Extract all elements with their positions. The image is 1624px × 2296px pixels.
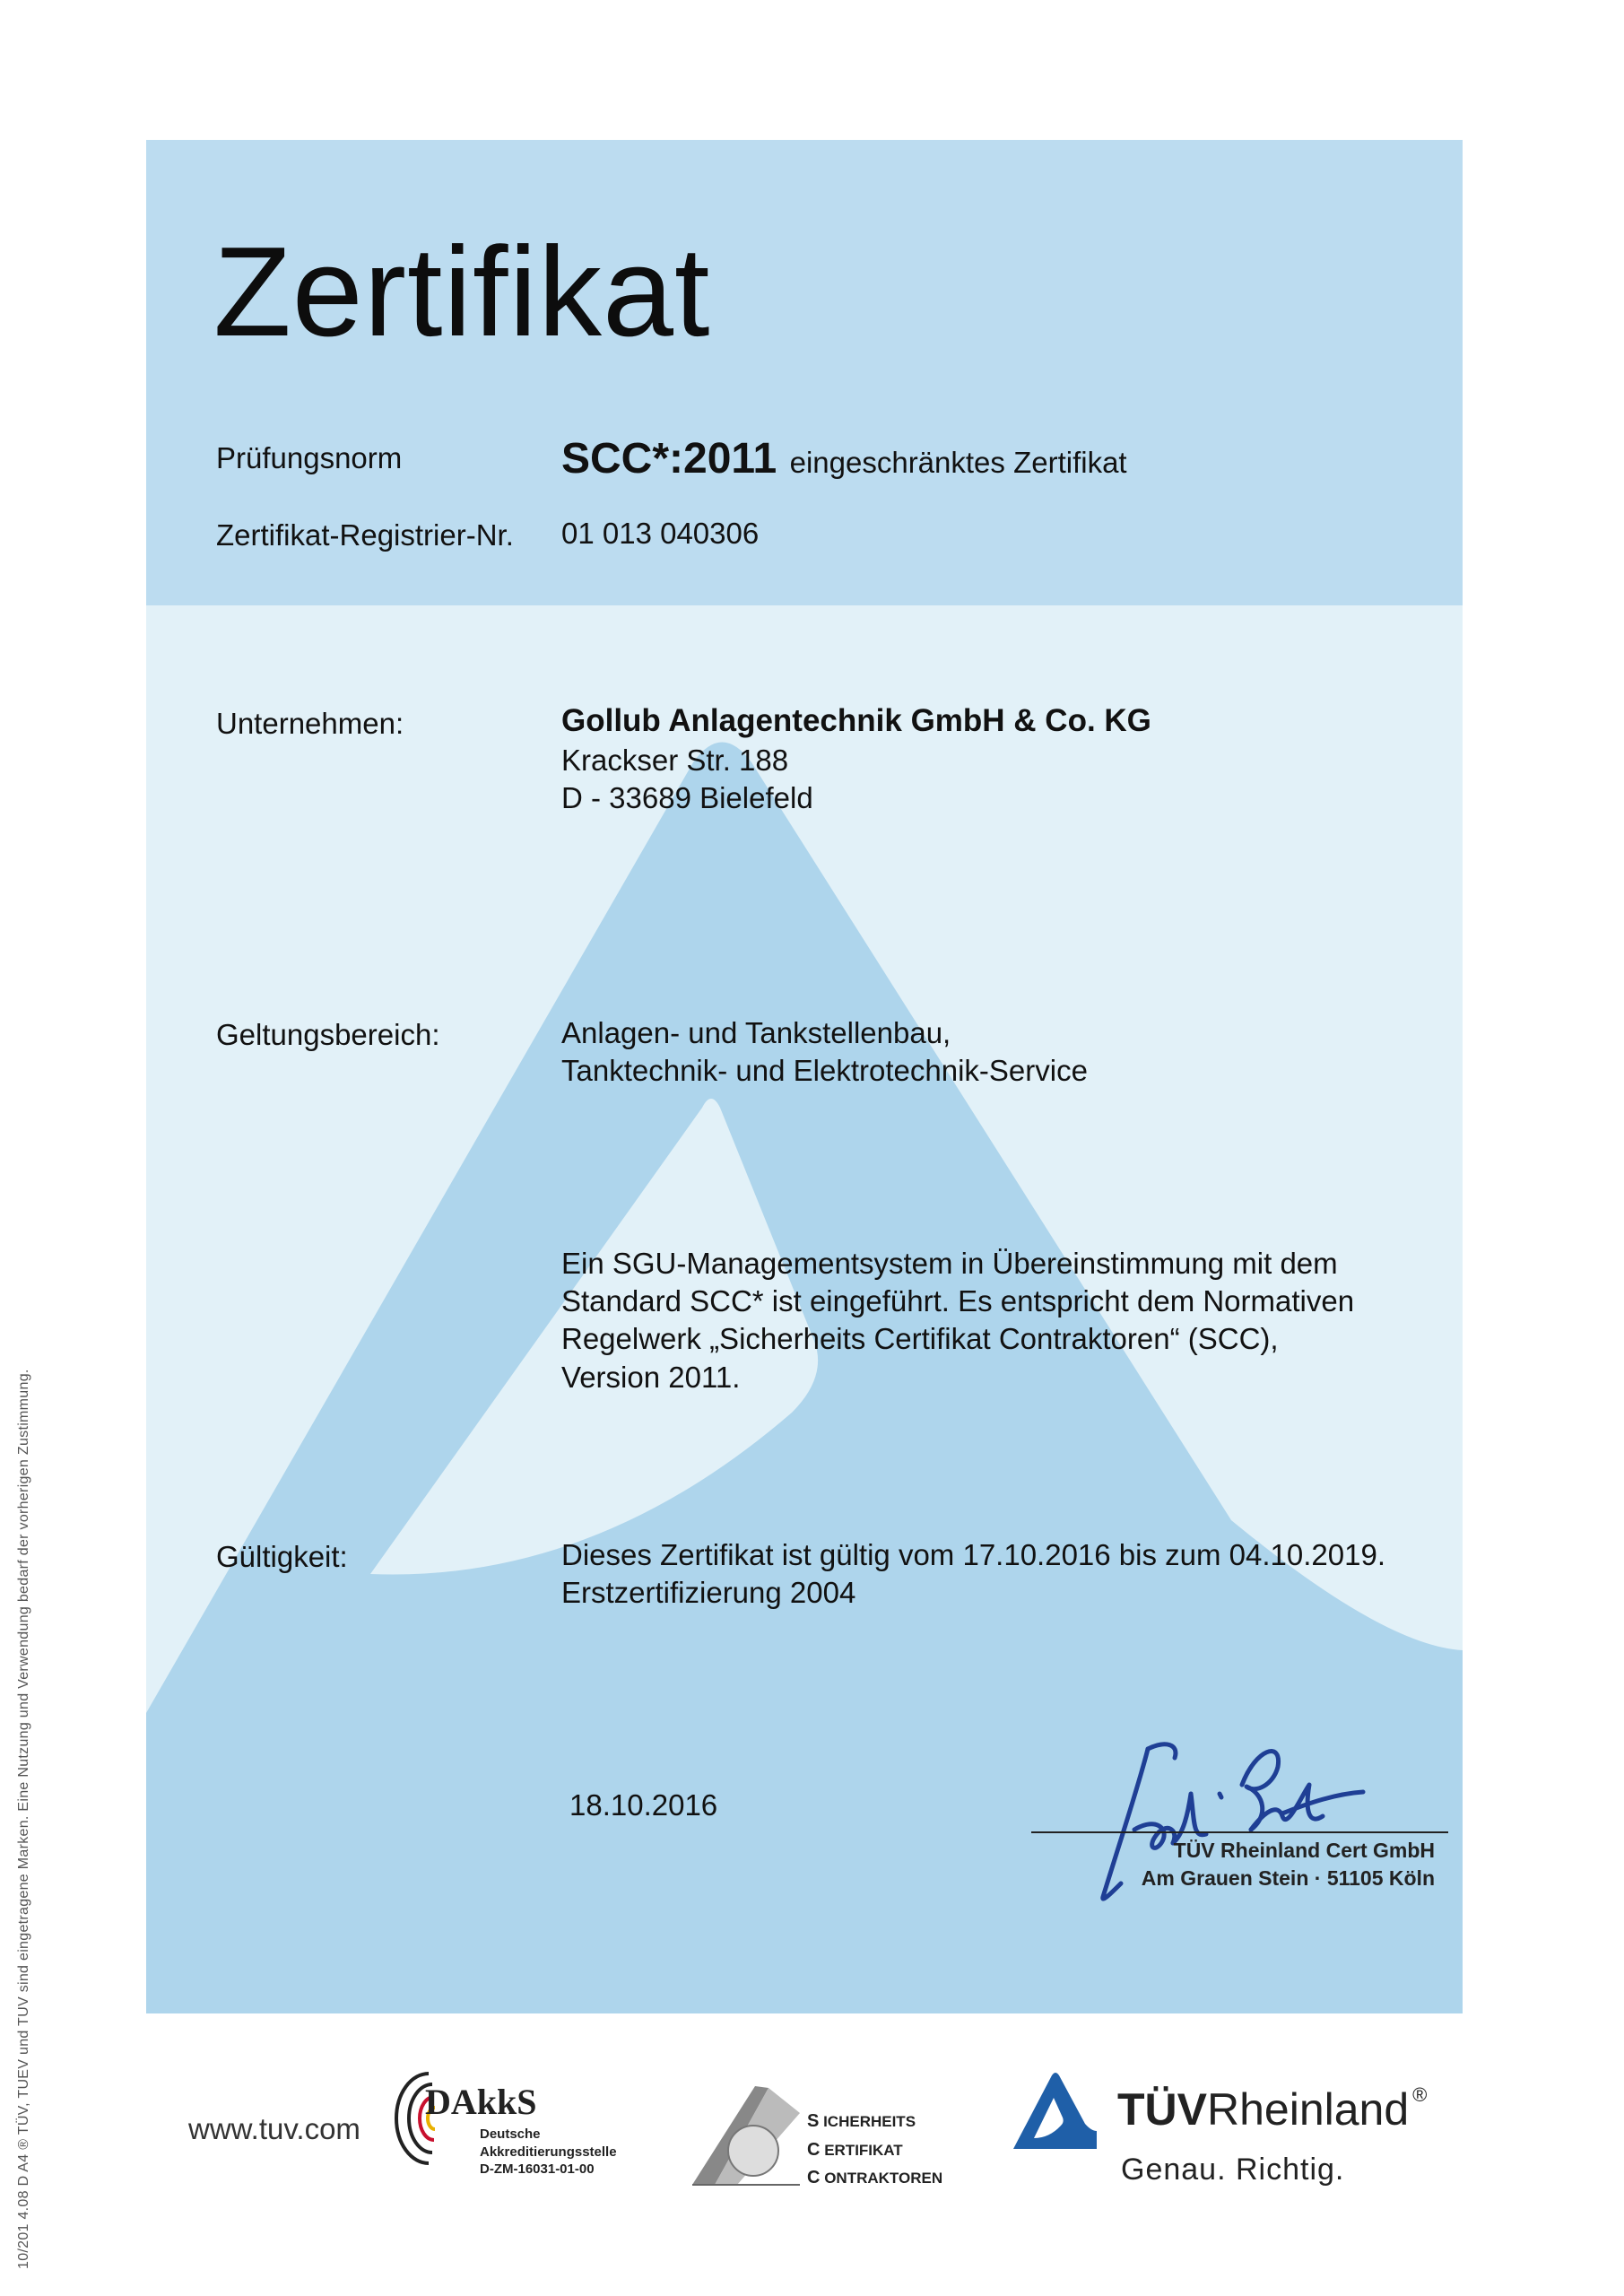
- issue-date: 18.10.2016: [569, 1788, 718, 1822]
- scc-rest: ERTIFIKAT: [824, 2141, 903, 2159]
- tuv-registered-mark: ®: [1412, 2083, 1428, 2106]
- validity-line: Dieses Zertifikat ist gültig vom 17.10.2016 bis zum 04.10.2019.: [561, 1538, 1385, 1571]
- tuv-slogan: Genau. Richtig.: [1121, 2152, 1345, 2187]
- scc-line: [807, 2136, 942, 2165]
- scope-label: Geltungsbereich:: [216, 1018, 440, 1051]
- tuv-brand-regular: Rheinland: [1207, 2084, 1410, 2135]
- scc-initial: C: [807, 2139, 821, 2160]
- scc-line: [807, 2164, 942, 2193]
- validity-label: Gültigkeit:: [216, 1540, 348, 1573]
- statement-line: Ein SGU-Managementsystem in Übereinstimmung mit dem: [561, 1247, 1338, 1280]
- scc-line: [807, 2108, 942, 2136]
- statement-line: Version 2011.: [561, 1360, 741, 1394]
- company-city: D - 33689 Bielefeld: [561, 781, 813, 815]
- company-label: Unternehmen:: [216, 707, 404, 740]
- tuv-brand-bold: TÜV: [1117, 2084, 1207, 2135]
- dakks-name: DAkkS: [425, 2082, 537, 2122]
- tuv-triangle-icon: [1009, 2068, 1099, 2153]
- certificate-title: Zertifikat: [213, 221, 711, 363]
- company-street: Krackser Str. 188: [561, 743, 789, 777]
- signature-line: [1031, 1831, 1448, 1833]
- standard-code: SCC*:2011: [561, 435, 777, 483]
- scc-initial: C: [807, 2168, 821, 2188]
- registration-label: Zertifikat-Registrier-Nr.: [216, 518, 514, 552]
- dakks-line: Deutsche: [480, 2126, 541, 2142]
- validity-line: Erstzertifizierung 2004: [561, 1576, 856, 1610]
- statement-line: Standard SCC* ist eingeführt. Es entspricht dem Normativen: [561, 1284, 1355, 1318]
- validity-block: [561, 1536, 1385, 1612]
- side-note: 10/201 4.08 D A4 ® TÜV, TUEV und TUV sind eingetragene Marken. Eine Nutzung und Verwendung bedarf der vorherigen Zustimmung.: [16, 1369, 31, 2269]
- scc-logo-icon: [683, 2077, 809, 2194]
- scc-rest: ONTRAKTOREN: [824, 2170, 943, 2187]
- dakks-line: D-ZM-16031-01-00: [480, 2161, 595, 2177]
- company-block: [561, 701, 1151, 817]
- standard-value: [561, 434, 1127, 483]
- issuer-address: Am Grauen Stein · 51105 Köln: [1141, 1866, 1435, 1891]
- scc-initial: S: [807, 2111, 820, 2131]
- issuer-block: [1134, 1837, 1435, 1892]
- statement-line: Regelwerk „Sicherheits Certifikat Contraktoren“ (SCC),: [561, 1322, 1279, 1356]
- dakks-line: Akkreditierungsstelle: [480, 2144, 617, 2160]
- scope-block: [561, 1014, 1088, 1090]
- statement-block: [561, 1245, 1354, 1396]
- dakks-text: [480, 2126, 617, 2179]
- scope-line: Anlagen- und Tankstellenbau,: [561, 1016, 951, 1049]
- standard-label: Prüfungsnorm: [216, 441, 403, 474]
- company-name: Gollub Anlagentechnik GmbH & Co. KG: [561, 703, 1151, 738]
- issuer-name: TÜV Rheinland Cert GmbH: [1173, 1839, 1435, 1862]
- scc-text: [807, 2108, 942, 2193]
- scc-rest: ICHERHEITS: [823, 2113, 916, 2130]
- scope-line: Tanktechnik- und Elektrotechnik-Service: [561, 1054, 1088, 1088]
- registration-number: 01 013 040306: [561, 517, 760, 550]
- footer-url: www.tuv.com: [188, 2112, 360, 2145]
- standard-suffix: eingeschränktes Zertifikat: [789, 446, 1127, 479]
- tuv-brand: [1117, 2083, 1428, 2135]
